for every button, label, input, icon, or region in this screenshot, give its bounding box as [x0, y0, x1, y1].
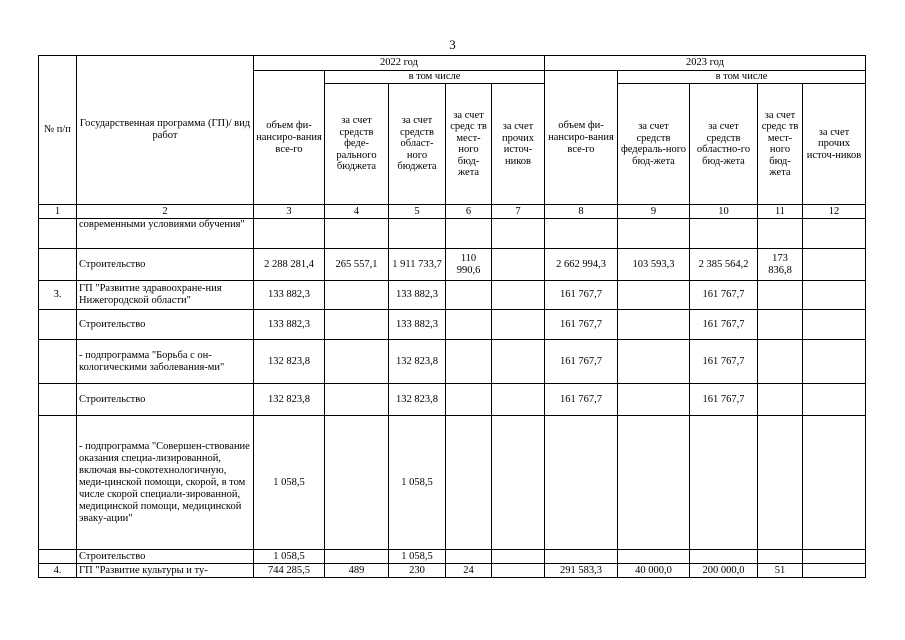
header-regional-2022: за счет средств област-ного бюджета — [389, 84, 446, 205]
table-row — [39, 384, 866, 416]
table-row — [39, 249, 866, 281]
federal-2022 — [325, 340, 389, 384]
program-name: - подпрограмма "Борьба с он-кологическими заболевания-ми" — [77, 340, 254, 384]
column-number: 5 — [389, 205, 446, 219]
regional-2022: 133 882,3 — [389, 281, 446, 310]
local-2023 — [758, 550, 803, 564]
regional-2023: 161 767,7 — [690, 281, 758, 310]
other-2022 — [492, 310, 545, 340]
local-2023: 51 — [758, 564, 803, 578]
header-local-2023: за счет средс тв мест-ного бюд-жета — [758, 84, 803, 205]
other-2022 — [492, 219, 545, 249]
federal-2022 — [325, 219, 389, 249]
program-name: Строительство — [77, 384, 254, 416]
header-regional-2023: за счет средств областно-го бюд-жета — [690, 84, 758, 205]
row-number — [39, 340, 77, 384]
regional-2023: 161 767,7 — [690, 310, 758, 340]
column-number: 12 — [803, 205, 866, 219]
total-2022: 132 823,8 — [254, 384, 325, 416]
total-2023: 291 583,3 — [545, 564, 618, 578]
total-2022: 133 882,3 — [254, 310, 325, 340]
total-2022 — [254, 219, 325, 249]
local-2022 — [446, 281, 492, 310]
regional-2022: 230 — [389, 564, 446, 578]
regional-2023 — [690, 416, 758, 550]
other-2022 — [492, 564, 545, 578]
table-row — [39, 550, 866, 564]
header-other-2023: за счет прочих источ-ников — [803, 84, 866, 205]
other-2023 — [803, 249, 866, 281]
local-2023: 173 836,8 — [758, 249, 803, 281]
table-row — [39, 416, 866, 550]
regional-2023: 200 000,0 — [690, 564, 758, 578]
regional-2022: 1 058,5 — [389, 416, 446, 550]
federal-2023 — [618, 281, 690, 310]
header-local-2022: за счет средс тв мест-ного бюд-жета — [446, 84, 492, 205]
regional-2022: 1 911 733,7 — [389, 249, 446, 281]
local-2022: 24 — [446, 564, 492, 578]
row-number — [39, 550, 77, 564]
local-2022 — [446, 416, 492, 550]
total-2022: 744 285,5 — [254, 564, 325, 578]
header-including-2023: в том числе — [618, 71, 866, 84]
row-number — [39, 416, 77, 550]
total-2023: 2 662 994,3 — [545, 249, 618, 281]
total-2023: 161 767,7 — [545, 281, 618, 310]
column-number: 10 — [690, 205, 758, 219]
local-2023 — [758, 384, 803, 416]
program-name: ГП "Развитие здравоохране-ния Нижегородской области" — [77, 281, 254, 310]
table-row — [39, 340, 866, 384]
column-number: 1 — [39, 205, 77, 219]
regional-2023: 2 385 564,2 — [690, 249, 758, 281]
total-2022: 1 058,5 — [254, 416, 325, 550]
program-name: Строительство — [77, 310, 254, 340]
table-row — [39, 281, 866, 310]
row-number: 4. — [39, 564, 77, 578]
other-2023 — [803, 281, 866, 310]
header-federal-2022: за счет средств феде-рального бюджета — [325, 84, 389, 205]
other-2023 — [803, 564, 866, 578]
local-2023 — [758, 219, 803, 249]
federal-2023 — [618, 310, 690, 340]
total-2022: 1 058,5 — [254, 550, 325, 564]
total-2023: 161 767,7 — [545, 384, 618, 416]
federal-2023 — [618, 219, 690, 249]
total-2022: 132 823,8 — [254, 340, 325, 384]
column-number-row — [39, 205, 866, 219]
regional-2022: 1 058,5 — [389, 550, 446, 564]
page-number: 3 — [449, 37, 456, 52]
table-row — [39, 310, 866, 340]
local-2022 — [446, 219, 492, 249]
total-2022: 2 288 281,4 — [254, 249, 325, 281]
header-year-2023: 2023 год — [545, 56, 866, 71]
local-2022 — [446, 384, 492, 416]
federal-2023: 40 000,0 — [618, 564, 690, 578]
column-number: 9 — [618, 205, 690, 219]
total-2023 — [545, 219, 618, 249]
regional-2023 — [690, 550, 758, 564]
other-2022 — [492, 384, 545, 416]
regional-2023 — [690, 219, 758, 249]
program-name: - подпрограмма "Совершен-ствование оказания специа-лизированной, включая вы-сокотехнологичную, меди-цинской помощи, скорой, в том числе скорой специали-зированной, медицинской помощи, медицинской эваку-ации" — [77, 416, 254, 550]
local-2023 — [758, 281, 803, 310]
federal-2022: 265 557,1 — [325, 249, 389, 281]
column-number: 3 — [254, 205, 325, 219]
header-year-2022: 2022 год — [254, 56, 545, 71]
header-no: № п/п — [39, 56, 77, 205]
table-row — [39, 564, 866, 578]
local-2023 — [758, 340, 803, 384]
federal-2023 — [618, 416, 690, 550]
other-2023 — [803, 219, 866, 249]
column-number: 2 — [77, 205, 254, 219]
header-total-2022: объем фи-нансиро-вания все-го — [254, 71, 325, 205]
local-2023 — [758, 310, 803, 340]
other-2022 — [492, 281, 545, 310]
column-number: 8 — [545, 205, 618, 219]
federal-2023 — [618, 340, 690, 384]
header-including-2022: в том числе — [325, 71, 545, 84]
regional-2023: 161 767,7 — [690, 384, 758, 416]
total-2022: 133 882,3 — [254, 281, 325, 310]
federal-2022 — [325, 550, 389, 564]
other-2023 — [803, 340, 866, 384]
total-2023 — [545, 416, 618, 550]
regional-2022 — [389, 219, 446, 249]
federal-2022 — [325, 384, 389, 416]
program-name: Строительство — [77, 249, 254, 281]
other-2022 — [492, 416, 545, 550]
local-2023 — [758, 416, 803, 550]
total-2023: 161 767,7 — [545, 340, 618, 384]
federal-2023 — [618, 550, 690, 564]
federal-2022 — [325, 310, 389, 340]
financing-table — [38, 55, 866, 578]
other-2023 — [803, 416, 866, 550]
header-federal-2023: за счет средств федераль-ного бюд-жета — [618, 84, 690, 205]
column-number: 6 — [446, 205, 492, 219]
other-2022 — [492, 249, 545, 281]
header-other-2022: за счет прочих источ-ников — [492, 84, 545, 205]
other-2022 — [492, 550, 545, 564]
program-name: Строительство — [77, 550, 254, 564]
total-2023 — [545, 550, 618, 564]
other-2023 — [803, 550, 866, 564]
federal-2023: 103 593,3 — [618, 249, 690, 281]
federal-2022 — [325, 281, 389, 310]
regional-2022: 132 823,8 — [389, 340, 446, 384]
column-number: 11 — [758, 205, 803, 219]
table-body — [39, 219, 866, 578]
other-2023 — [803, 384, 866, 416]
local-2022: 110 990,6 — [446, 249, 492, 281]
federal-2022 — [325, 416, 389, 550]
row-number — [39, 310, 77, 340]
local-2022 — [446, 550, 492, 564]
regional-2022: 132 823,8 — [389, 384, 446, 416]
federal-2023 — [618, 384, 690, 416]
regional-2022: 133 882,3 — [389, 310, 446, 340]
header-total-2023: объем фи-нансиро-вания все-го — [545, 71, 618, 205]
federal-2022: 489 — [325, 564, 389, 578]
row-number — [39, 219, 77, 249]
column-number: 7 — [492, 205, 545, 219]
column-number: 4 — [325, 205, 389, 219]
local-2022 — [446, 310, 492, 340]
header-program: Государственная программа (ГП)/ вид работ — [77, 56, 254, 205]
other-2023 — [803, 310, 866, 340]
row-number — [39, 249, 77, 281]
row-number: 3. — [39, 281, 77, 310]
program-name: ГП "Развитие культуры и ту- — [77, 564, 254, 578]
row-number — [39, 384, 77, 416]
program-name: современными условиями обучения" — [77, 219, 254, 249]
regional-2023: 161 767,7 — [690, 340, 758, 384]
other-2022 — [492, 340, 545, 384]
total-2023: 161 767,7 — [545, 310, 618, 340]
local-2022 — [446, 340, 492, 384]
table-row — [39, 219, 866, 249]
